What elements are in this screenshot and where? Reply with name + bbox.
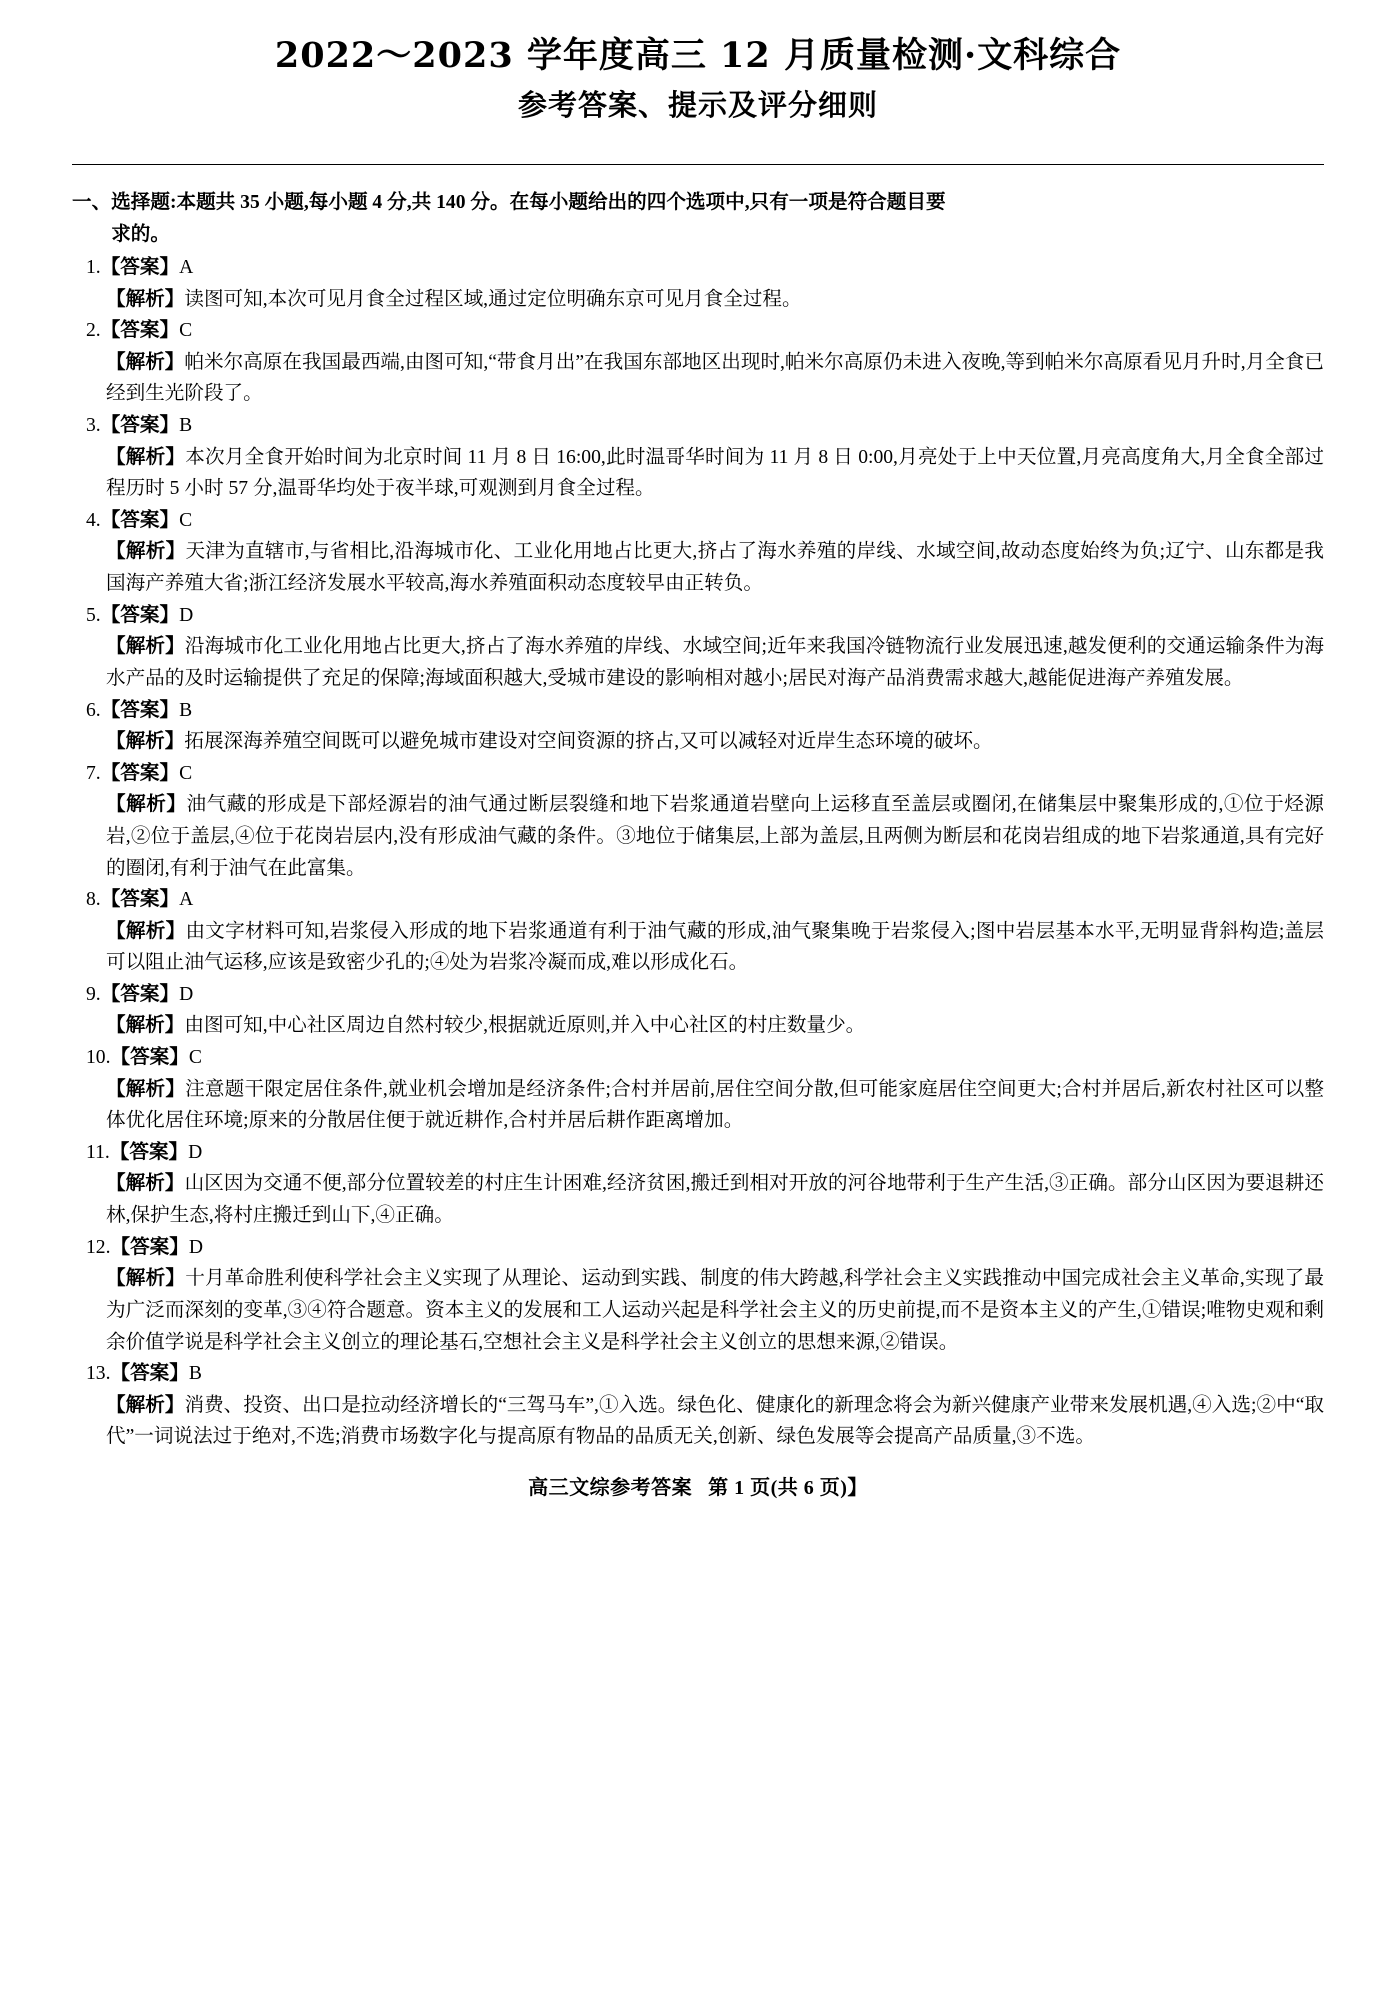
question-number: 10. <box>86 1047 111 1069</box>
answer-line <box>86 758 1324 789</box>
answer-item <box>72 505 1324 600</box>
title-block <box>72 32 1324 126</box>
answer-item <box>72 315 1324 410</box>
answer-item <box>72 884 1324 979</box>
answer-line <box>86 695 1324 726</box>
explanation-tag: 【解析】 <box>106 446 186 468</box>
answer-tag: 【答案】 <box>109 1141 189 1163</box>
answer-line <box>86 315 1324 346</box>
footer-label: 高三文综参考答案 <box>528 1477 693 1500</box>
answer-value: D <box>188 1236 204 1258</box>
explanation-line <box>106 284 1324 316</box>
explanation-text: 油气藏的形成是下部烃源岩的油气通过断层裂缝和地下岩浆通道岩壁向上运移直至盖层或圈闭,在储集层中聚集形成的,①位于烃源岩,②位于盖层,④位于花岗岩层内,没有形成油气藏的条件。③地位于储集层,上部为盖层,且两侧为断层和花岗岩组成的地下岩浆通道,具有完好的圈闭,有利于油气在此富集。 <box>106 794 1325 879</box>
answer-value: D <box>179 984 194 1006</box>
explanation-line <box>106 1263 1324 1358</box>
page-title: 2022～2023 学年度高三 12 月质量检测·文科综合 <box>274 35 1122 76</box>
answer-tag: 【答案】 <box>110 1236 189 1258</box>
explanation-text: 注意题干限定居住条件,就业机会增加是经济条件;合村并居前,居住空间分散,但可能家庭居住空间更大;合村并居后,新农村社区可以整体优化居住环境;原来的分散居住便于就近耕作,合村并居后耕作距离增加。 <box>106 1078 1324 1132</box>
explanation-tag: 【解析】 <box>106 1394 185 1416</box>
explanation-line <box>106 1074 1324 1137</box>
question-number: 13. <box>86 1363 111 1385</box>
section-heading-line2: 求的。 <box>111 223 170 245</box>
answer-value: C <box>179 510 193 532</box>
answer-line <box>86 1358 1324 1389</box>
question-number: 8. <box>86 889 101 911</box>
answer-item <box>72 410 1324 505</box>
explanation-tag: 【解析】 <box>106 288 185 310</box>
answer-tag: 【答案】 <box>100 762 180 784</box>
answer-line <box>86 1137 1324 1168</box>
answer-tag: 【答案】 <box>100 415 180 437</box>
explanation-line <box>106 442 1324 505</box>
answer-tag: 【答案】 <box>100 889 180 911</box>
answer-value: B <box>179 699 193 721</box>
explanation-tag: 【解析】 <box>106 920 186 942</box>
answer-item <box>72 252 1324 315</box>
answer-line <box>86 252 1324 283</box>
answer-line <box>86 979 1324 1010</box>
answer-item <box>72 1042 1324 1137</box>
answer-tag: 【答案】 <box>100 257 180 279</box>
question-number: 6. <box>86 699 101 721</box>
answer-item <box>72 758 1324 885</box>
question-number: 5. <box>86 604 101 626</box>
page-subtitle: 参考答案、提示及评分细则 <box>517 88 878 123</box>
footer-page-number: 第 1 页(共 6 页)】 <box>708 1477 868 1500</box>
explanation-line <box>106 1390 1324 1453</box>
answer-item <box>72 1232 1324 1359</box>
answer-line <box>86 505 1324 536</box>
question-number: 2. <box>86 320 101 342</box>
answer-value: D <box>188 1141 203 1163</box>
answer-value: C <box>179 320 193 342</box>
explanation-text: 沿海城市化工业化用地占比更大,挤占了海水养殖的岸线、水域空间;近年来我国冷链物流行业发展迅速,越发便利的交通运输条件为海水产品的及时运输提供了充足的保障;海域面积越大,受城市建设的影响相对越小;居民对海产品消费需求越大,越能促进海产养殖发展。 <box>106 636 1324 689</box>
explanation-line <box>106 631 1324 694</box>
explanation-line <box>106 536 1324 599</box>
answer-tag: 【答案】 <box>110 1363 189 1385</box>
explanation-line <box>106 347 1324 410</box>
explanation-line <box>106 726 1324 758</box>
section-heading <box>72 187 1324 250</box>
page-footer <box>72 1471 1324 1516</box>
answer-tag: 【答案】 <box>100 699 180 721</box>
explanation-text: 读图可知,本次可见月食全过程区域,通过定位明确东京可见月食全过程。 <box>184 288 802 310</box>
question-number: 11. <box>86 1141 110 1163</box>
explanation-line <box>106 1168 1324 1231</box>
explanation-text: 本次月全食开始时间为北京时间 11 月 8 日 16:00,此时温哥华时间为 11 月 8 日 0:00,月亮处于上中天位置,月亮高度角大,月全食全部过程历时 5 小时 57 分,温哥华均处于夜半球,可观测到月食全过程。 <box>106 446 1325 500</box>
explanation-text: 由图可知,中心社区周边自然村较少,根据就近原则,并入中心社区的村庄数量少。 <box>184 1015 866 1037</box>
question-number: 12. <box>86 1236 111 1258</box>
question-number: 3. <box>86 415 101 437</box>
answer-line <box>86 1232 1324 1263</box>
answers-content <box>72 187 1324 1453</box>
answer-value: A <box>179 257 194 279</box>
answer-value: B <box>179 415 193 437</box>
explanation-text: 十月革命胜利使科学社会主义实现了从理论、运动到实践、制度的伟大跨越,科学社会主义实践推动中国完成社会主义革命,实现了最为广泛而深刻的变革,③④符合题意。资本主义的发展和工人运动兴起是科学社会主义的历史前提,而不是资本主义的产生,①错误;唯物史观和剩余价值学说是科学社会主义创立的理论基石,空想社会主义是科学社会主义创立的思想来源,②错误。 <box>106 1268 1325 1353</box>
answer-tag: 【答案】 <box>100 984 180 1006</box>
explanation-tag: 【解析】 <box>106 1015 185 1037</box>
answer-item <box>72 695 1324 758</box>
section-heading-line1: 一、选择题:本题共 35 小题,每小题 4 分,共 140 分。在每小题给出的四个选项中,只有一项是符合题目要 <box>72 191 946 213</box>
question-number: 7. <box>86 762 101 784</box>
answer-tag: 【答案】 <box>100 320 180 342</box>
answer-value: B <box>188 1363 202 1385</box>
explanation-line <box>106 1010 1324 1042</box>
header-divider <box>72 164 1324 165</box>
explanation-tag: 【解析】 <box>106 1173 185 1195</box>
answer-tag: 【答案】 <box>100 604 180 626</box>
answer-value: D <box>179 604 194 626</box>
answer-item <box>72 979 1324 1042</box>
explanation-tag: 【解析】 <box>106 1268 186 1290</box>
answer-line <box>86 884 1324 915</box>
answer-value: C <box>188 1047 202 1069</box>
explanation-tag: 【解析】 <box>106 794 187 816</box>
explanation-text: 天津为直辖市,与省相比,沿海城市化、工业化用地占比更大,挤占了海水养殖的岸线、水域空间,故动态度始终为负;辽宁、山东都是我国海产养殖大省;浙江经济发展水平较高,海水养殖面积动态度较早由正转负。 <box>106 541 1324 595</box>
answer-line <box>86 1042 1324 1073</box>
answer-line <box>86 410 1324 441</box>
explanation-tag: 【解析】 <box>106 1078 186 1100</box>
question-number: 4. <box>86 510 101 532</box>
explanation-text: 山区因为交通不便,部分位置较差的村庄生计困难,经济贫困,搬迁到相对开放的河谷地带利于生产生活,③正确。部分山区因为要退耕还林,保护生态,将村庄搬迁到山下,④正确。 <box>106 1173 1325 1227</box>
answer-line <box>86 600 1324 631</box>
explanation-tag: 【解析】 <box>106 636 185 658</box>
explanation-tag: 【解析】 <box>106 730 185 752</box>
answer-tag: 【答案】 <box>110 1047 189 1069</box>
explanation-tag: 【解析】 <box>106 351 185 373</box>
answer-value: C <box>179 762 193 784</box>
explanation-tag: 【解析】 <box>106 541 186 563</box>
answer-value: A <box>179 889 194 911</box>
answer-tag: 【答案】 <box>100 510 180 532</box>
explanation-text: 消费、投资、出口是拉动经济增长的“三驾马车”,①入选。绿色化、健康化的新理念将会为新兴健康产业带来发展机遇,④入选;②中“取代”一词说法过于绝对,不选;消费市场数字化与提高原有物品的品质无关,创新、绿色发展等会提高产品质量,③不选。 <box>106 1394 1324 1448</box>
answer-item <box>72 600 1324 695</box>
explanation-text: 拓展深海养殖空间既可以避免城市建设对空间资源的挤占,又可以减轻对近岸生态环境的破坏。 <box>184 730 993 752</box>
answer-item <box>72 1358 1324 1453</box>
explanation-line <box>106 789 1324 884</box>
answer-item <box>72 1137 1324 1232</box>
explanation-line <box>106 916 1324 979</box>
explanation-text: 由文字材料可知,岩浆侵入形成的地下岩浆通道有利于油气藏的形成,油气聚集晚于岩浆侵入;图中岩层基本水平,无明显背斜构造;盖层可以阻止油气运移,应该是致密少孔的;④处为岩浆冷凝而成,难以形成化石。 <box>106 920 1325 974</box>
question-number: 1. <box>86 257 101 279</box>
explanation-text: 帕米尔高原在我国最西端,由图可知,“带食月出”在我国东部地区出现时,帕米尔高原仍未进入夜晚,等到帕米尔高原看见月升时,月全食已经到生光阶段了。 <box>106 351 1324 405</box>
question-number: 9. <box>86 984 101 1006</box>
